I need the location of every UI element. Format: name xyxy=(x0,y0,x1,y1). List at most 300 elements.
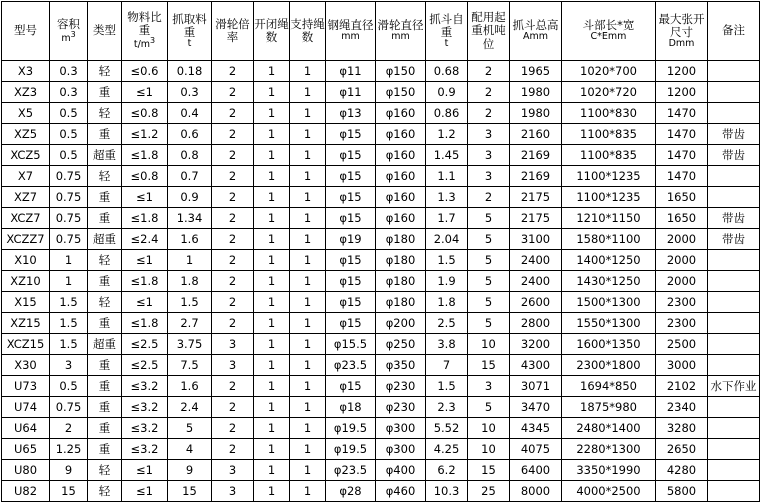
cell-model: XCZZ7 xyxy=(2,229,50,250)
cell-crane-tonnage: 15 xyxy=(468,355,510,376)
cell-grab-self-weight: 1.5 xyxy=(426,250,468,271)
cell-remarks: 带齿 xyxy=(708,208,760,229)
cell-capacity: 15 xyxy=(50,481,88,502)
cell-crane-tonnage: 10 xyxy=(468,418,510,439)
cell-bucket-length-width: 1500*1300 xyxy=(562,292,656,313)
cell-open-close-rope-count: 1 xyxy=(254,103,290,124)
cell-model: U64 xyxy=(2,418,50,439)
cell-pulley-diameter: φ160 xyxy=(376,166,426,187)
cell-crane-tonnage: 5 xyxy=(468,250,510,271)
cell-grab-total-height: 4345 xyxy=(510,418,562,439)
table-row xyxy=(2,334,760,355)
cell-max-open-size: 5800 xyxy=(656,481,708,502)
cell-remarks xyxy=(708,355,760,376)
cell-wire-rope-diameter: φ18 xyxy=(326,397,376,418)
cell-crane-tonnage: 5 xyxy=(468,271,510,292)
table-row xyxy=(2,124,760,145)
cell-pulley-ratio: 2 xyxy=(212,229,254,250)
cell-grab-total-height: 2175 xyxy=(510,187,562,208)
cell-grab-self-weight: 1.7 xyxy=(426,208,468,229)
table-row xyxy=(2,145,760,166)
col-header-model xyxy=(2,2,50,61)
cell-pulley-diameter: φ180 xyxy=(376,250,426,271)
cell-grab-self-weight: 7 xyxy=(426,355,468,376)
col-header-type xyxy=(88,2,122,61)
cell-max-open-size: 2000 xyxy=(656,271,708,292)
cell-support-rope-count: 1 xyxy=(290,250,326,271)
cell-type: 重 xyxy=(88,313,122,334)
cell-remarks xyxy=(708,481,760,502)
cell-bucket-length-width: 1210*1150 xyxy=(562,208,656,229)
cell-grab-total-height: 3100 xyxy=(510,229,562,250)
cell-capacity: 0.75 xyxy=(50,187,88,208)
cell-grab-total-height: 1980 xyxy=(510,103,562,124)
col-header-label: 备注 xyxy=(722,23,745,38)
cell-remarks xyxy=(708,397,760,418)
table-row xyxy=(2,418,760,439)
cell-max-open-size: 2000 xyxy=(656,229,708,250)
spec-table-document xyxy=(0,1,757,498)
cell-grab-weight: 1.8 xyxy=(168,271,212,292)
table-row xyxy=(2,439,760,460)
col-header-label: 配用起重机吨位 xyxy=(471,10,506,51)
cell-grab-weight: 7.5 xyxy=(168,355,212,376)
cell-capacity: 9 xyxy=(50,460,88,481)
col-header-remarks xyxy=(708,2,760,61)
cell-wire-rope-diameter: φ19 xyxy=(326,229,376,250)
col-header-unit: $m^3$ xyxy=(61,29,76,44)
cell-crane-tonnage: 5 xyxy=(468,397,510,418)
col-header-grab-total-height xyxy=(510,2,562,61)
cell-pulley-diameter: φ150 xyxy=(376,61,426,82)
cell-pulley-diameter: φ250 xyxy=(376,334,426,355)
col-header-label: 类型 xyxy=(93,23,116,38)
cell-bucket-length-width: 1100*1235 xyxy=(562,187,656,208)
cell-remarks xyxy=(708,439,760,460)
cell-capacity: 1.25 xyxy=(50,439,88,460)
cell-remarks xyxy=(708,166,760,187)
cell-capacity: 0.75 xyxy=(50,229,88,250)
cell-grab-weight: 0.3 xyxy=(168,82,212,103)
cell-pulley-diameter: φ160 xyxy=(376,145,426,166)
cell-type: 重 xyxy=(88,124,122,145)
cell-grab-self-weight: 2.5 xyxy=(426,313,468,334)
cell-crane-tonnage: 3 xyxy=(468,376,510,397)
cell-pulley-ratio: 2 xyxy=(212,166,254,187)
cell-crane-tonnage: 2 xyxy=(468,61,510,82)
cell-pulley-ratio: 3 xyxy=(212,481,254,502)
cell-grab-self-weight: 1.9 xyxy=(426,271,468,292)
cell-grab-total-height: 4300 xyxy=(510,355,562,376)
cell-grab-self-weight: 3.8 xyxy=(426,334,468,355)
cell-grab-total-height: 2169 xyxy=(510,166,562,187)
cell-capacity: 1.5 xyxy=(50,334,88,355)
cell-open-close-rope-count: 1 xyxy=(254,418,290,439)
cell-open-close-rope-count: 1 xyxy=(254,355,290,376)
cell-wire-rope-diameter: φ13 xyxy=(326,103,376,124)
col-header-support-rope-count xyxy=(290,2,326,61)
cell-remarks xyxy=(708,187,760,208)
cell-support-rope-count: 1 xyxy=(290,103,326,124)
cell-grab-total-height: 2400 xyxy=(510,271,562,292)
cell-grab-total-height: 2169 xyxy=(510,145,562,166)
cell-grab-weight: 15 xyxy=(168,481,212,502)
cell-grab-self-weight: 10.3 xyxy=(426,481,468,502)
cell-bucket-length-width: 1430*1250 xyxy=(562,271,656,292)
cell-wire-rope-diameter: φ11 xyxy=(326,61,376,82)
table-row xyxy=(2,313,760,334)
cell-material-density: ≤2.5 xyxy=(122,355,168,376)
cell-grab-total-height: 2400 xyxy=(510,250,562,271)
cell-type: 轻 xyxy=(88,460,122,481)
cell-material-density: ≤1.2 xyxy=(122,124,168,145)
cell-support-rope-count: 1 xyxy=(290,313,326,334)
cell-material-density: ≤0.6 xyxy=(122,61,168,82)
cell-grab-weight: 3.75 xyxy=(168,334,212,355)
cell-bucket-length-width: 1400*1250 xyxy=(562,250,656,271)
cell-crane-tonnage: 25 xyxy=(468,481,510,502)
cell-wire-rope-diameter: φ15 xyxy=(326,292,376,313)
cell-remarks: 带齿 xyxy=(708,229,760,250)
cell-type: 重 xyxy=(88,187,122,208)
cell-type: 超重 xyxy=(88,334,122,355)
cell-grab-weight: 1.6 xyxy=(168,229,212,250)
cell-crane-tonnage: 5 xyxy=(468,292,510,313)
cell-pulley-diameter: φ230 xyxy=(376,376,426,397)
cell-material-density: ≤1 xyxy=(122,82,168,103)
cell-support-rope-count: 1 xyxy=(290,82,326,103)
cell-pulley-diameter: φ160 xyxy=(376,124,426,145)
cell-model: XZ15 xyxy=(2,313,50,334)
table-row xyxy=(2,61,760,82)
cell-open-close-rope-count: 1 xyxy=(254,82,290,103)
cell-model: X7 xyxy=(2,166,50,187)
col-header-bucket-length-width xyxy=(562,2,656,61)
cell-grab-self-weight: 4.25 xyxy=(426,439,468,460)
cell-pulley-ratio: 3 xyxy=(212,334,254,355)
cell-bucket-length-width: 1020*720 xyxy=(562,82,656,103)
cell-grab-self-weight: 1.2 xyxy=(426,124,468,145)
cell-wire-rope-diameter: φ15 xyxy=(326,313,376,334)
cell-crane-tonnage: 3 xyxy=(468,166,510,187)
cell-max-open-size: 1200 xyxy=(656,61,708,82)
cell-crane-tonnage: 2 xyxy=(468,82,510,103)
col-header-label: 物料比重 xyxy=(127,9,162,38)
cell-grab-weight: 0.6 xyxy=(168,124,212,145)
cell-remarks xyxy=(708,292,760,313)
cell-type: 重 xyxy=(88,271,122,292)
cell-wire-rope-diameter: φ15 xyxy=(326,124,376,145)
cell-capacity: 0.75 xyxy=(50,397,88,418)
cell-grab-weight: 9 xyxy=(168,460,212,481)
cell-bucket-length-width: 3350*1990 xyxy=(562,460,656,481)
cell-capacity: 1.5 xyxy=(50,292,88,313)
cell-remarks xyxy=(708,334,760,355)
cell-support-rope-count: 1 xyxy=(290,229,326,250)
cell-max-open-size: 1650 xyxy=(656,187,708,208)
cell-open-close-rope-count: 1 xyxy=(254,124,290,145)
grab-bucket-spec-table xyxy=(1,1,760,502)
cell-open-close-rope-count: 1 xyxy=(254,439,290,460)
cell-pulley-ratio: 2 xyxy=(212,376,254,397)
cell-capacity: 0.3 xyxy=(50,82,88,103)
cell-pulley-ratio: 2 xyxy=(212,397,254,418)
cell-capacity: 0.3 xyxy=(50,61,88,82)
cell-model: U65 xyxy=(2,439,50,460)
cell-material-density: ≤2.5 xyxy=(122,334,168,355)
col-header-max-open-size xyxy=(656,2,708,61)
table-row xyxy=(2,397,760,418)
cell-grab-weight: 1 xyxy=(168,250,212,271)
col-header-unit: t xyxy=(187,38,192,49)
cell-grab-total-height: 2175 xyxy=(510,208,562,229)
cell-wire-rope-diameter: φ19.5 xyxy=(326,439,376,460)
cell-model: XCZ7 xyxy=(2,208,50,229)
cell-capacity: 0.5 xyxy=(50,124,88,145)
cell-crane-tonnage: 3 xyxy=(468,124,510,145)
cell-pulley-diameter: φ230 xyxy=(376,397,426,418)
table-header xyxy=(2,2,760,61)
cell-open-close-rope-count: 1 xyxy=(254,271,290,292)
cell-grab-self-weight: 5.52 xyxy=(426,418,468,439)
cell-grab-total-height: 3071 xyxy=(510,376,562,397)
header-row xyxy=(2,2,760,61)
cell-crane-tonnage: 15 xyxy=(468,460,510,481)
cell-material-density: ≤1 xyxy=(122,250,168,271)
cell-grab-weight: 1.5 xyxy=(168,292,212,313)
cell-wire-rope-diameter: φ15 xyxy=(326,166,376,187)
cell-capacity: 1 xyxy=(50,271,88,292)
cell-model: XZ7 xyxy=(2,187,50,208)
cell-open-close-rope-count: 1 xyxy=(254,334,290,355)
cell-pulley-diameter: φ160 xyxy=(376,187,426,208)
cell-grab-weight: 2.7 xyxy=(168,313,212,334)
cell-wire-rope-diameter: φ23.5 xyxy=(326,355,376,376)
cell-grab-self-weight: 6.2 xyxy=(426,460,468,481)
cell-wire-rope-diameter: φ15 xyxy=(326,145,376,166)
cell-support-rope-count: 1 xyxy=(290,397,326,418)
cell-support-rope-count: 1 xyxy=(290,439,326,460)
cell-max-open-size: 2500 xyxy=(656,334,708,355)
cell-remarks xyxy=(708,460,760,481)
cell-bucket-length-width: 1100*835 xyxy=(562,145,656,166)
cell-type: 轻 xyxy=(88,292,122,313)
col-header-wire-rope-diameter xyxy=(326,2,376,61)
cell-material-density: ≤2.4 xyxy=(122,229,168,250)
cell-grab-weight: 2.4 xyxy=(168,397,212,418)
cell-grab-self-weight: 0.86 xyxy=(426,103,468,124)
cell-max-open-size: 2300 xyxy=(656,292,708,313)
cell-type: 轻 xyxy=(88,61,122,82)
col-header-label: 抓斗自重 xyxy=(429,11,464,39)
cell-remarks: 带齿 xyxy=(708,124,760,145)
cell-max-open-size: 1470 xyxy=(656,145,708,166)
col-header-label: 支持绳数 xyxy=(290,16,325,44)
cell-remarks: 水下作业 xyxy=(708,376,760,397)
cell-type: 轻 xyxy=(88,481,122,502)
cell-grab-total-height: 1980 xyxy=(510,82,562,103)
cell-grab-self-weight: 0.68 xyxy=(426,61,468,82)
cell-grab-total-height: 2600 xyxy=(510,292,562,313)
cell-support-rope-count: 1 xyxy=(290,355,326,376)
col-header-label: 滑轮直径 xyxy=(377,18,424,33)
cell-grab-weight: 1.6 xyxy=(168,376,212,397)
cell-max-open-size: 3000 xyxy=(656,355,708,376)
cell-grab-total-height: 1965 xyxy=(510,61,562,82)
cell-remarks xyxy=(708,61,760,82)
cell-wire-rope-diameter: φ15 xyxy=(326,376,376,397)
cell-pulley-diameter: φ180 xyxy=(376,292,426,313)
col-header-capacity xyxy=(50,2,88,61)
cell-pulley-ratio: 2 xyxy=(212,292,254,313)
cell-open-close-rope-count: 1 xyxy=(254,229,290,250)
cell-bucket-length-width: 1580*1100 xyxy=(562,229,656,250)
cell-material-density: ≤1 xyxy=(122,292,168,313)
cell-capacity: 1 xyxy=(50,250,88,271)
cell-crane-tonnage: 2 xyxy=(468,103,510,124)
cell-support-rope-count: 1 xyxy=(290,145,326,166)
cell-crane-tonnage: 10 xyxy=(468,334,510,355)
cell-grab-total-height: 2160 xyxy=(510,124,562,145)
cell-pulley-ratio: 2 xyxy=(212,250,254,271)
cell-pulley-ratio: 2 xyxy=(212,103,254,124)
cell-material-density: ≤3.2 xyxy=(122,418,168,439)
cell-pulley-diameter: φ150 xyxy=(376,82,426,103)
cell-pulley-diameter: φ300 xyxy=(376,418,426,439)
cell-model: X30 xyxy=(2,355,50,376)
col-header-unit: Dmm xyxy=(668,38,695,49)
cell-capacity: 0.75 xyxy=(50,166,88,187)
cell-material-density: ≤3.2 xyxy=(122,439,168,460)
cell-pulley-diameter: φ300 xyxy=(376,439,426,460)
cell-model: XCZ15 xyxy=(2,334,50,355)
col-header-unit: t xyxy=(444,38,449,49)
cell-max-open-size: 2300 xyxy=(656,313,708,334)
cell-pulley-diameter: φ400 xyxy=(376,460,426,481)
cell-capacity: 0.5 xyxy=(50,103,88,124)
cell-capacity: 3 xyxy=(50,355,88,376)
table-row xyxy=(2,460,760,481)
cell-capacity: 0.5 xyxy=(50,145,88,166)
cell-material-density: ≤0.8 xyxy=(122,103,168,124)
cell-pulley-ratio: 2 xyxy=(212,124,254,145)
cell-support-rope-count: 1 xyxy=(290,61,326,82)
cell-bucket-length-width: 1694*850 xyxy=(562,376,656,397)
cell-pulley-diameter: φ200 xyxy=(376,313,426,334)
cell-max-open-size: 1650 xyxy=(656,208,708,229)
cell-max-open-size: 2650 xyxy=(656,439,708,460)
cell-bucket-length-width: 1020*700 xyxy=(562,61,656,82)
cell-material-density: ≤1 xyxy=(122,460,168,481)
col-header-unit: C*Emm xyxy=(590,31,627,43)
cell-crane-tonnage: 5 xyxy=(468,313,510,334)
cell-wire-rope-diameter: φ15 xyxy=(326,187,376,208)
cell-material-density: ≤3.2 xyxy=(122,376,168,397)
col-header-label: 斗部长*宽 xyxy=(582,18,635,33)
col-header-material-density xyxy=(122,2,168,61)
cell-max-open-size: 4280 xyxy=(656,460,708,481)
cell-pulley-ratio: 2 xyxy=(212,418,254,439)
col-header-open-close-rope-count xyxy=(254,2,290,61)
cell-model: XZ3 xyxy=(2,82,50,103)
cell-model: XCZ5 xyxy=(2,145,50,166)
cell-open-close-rope-count: 1 xyxy=(254,460,290,481)
cell-pulley-diameter: φ180 xyxy=(376,229,426,250)
cell-type: 轻 xyxy=(88,166,122,187)
cell-type: 重 xyxy=(88,418,122,439)
cell-grab-weight: 0.18 xyxy=(168,61,212,82)
cell-pulley-diameter: φ460 xyxy=(376,481,426,502)
cell-grab-total-height: 3200 xyxy=(510,334,562,355)
col-header-unit: $t/m^3$ xyxy=(133,36,156,51)
cell-material-density: ≤1 xyxy=(122,481,168,502)
cell-pulley-ratio: 3 xyxy=(212,355,254,376)
cell-grab-self-weight: 1.45 xyxy=(426,145,468,166)
cell-support-rope-count: 1 xyxy=(290,292,326,313)
cell-pulley-ratio: 2 xyxy=(212,61,254,82)
cell-pulley-ratio: 2 xyxy=(212,439,254,460)
cell-open-close-rope-count: 1 xyxy=(254,208,290,229)
cell-type: 超重 xyxy=(88,229,122,250)
cell-remarks xyxy=(708,103,760,124)
cell-crane-tonnage: 5 xyxy=(468,208,510,229)
cell-wire-rope-diameter: φ23.5 xyxy=(326,460,376,481)
col-header-label: 最大张开尺寸 xyxy=(658,11,705,39)
cell-grab-self-weight: 1.8 xyxy=(426,292,468,313)
cell-support-rope-count: 1 xyxy=(290,208,326,229)
table-row xyxy=(2,250,760,271)
cell-open-close-rope-count: 1 xyxy=(254,166,290,187)
cell-wire-rope-diameter: φ15 xyxy=(326,208,376,229)
cell-open-close-rope-count: 1 xyxy=(254,187,290,208)
cell-pulley-ratio: 3 xyxy=(212,460,254,481)
cell-pulley-ratio: 2 xyxy=(212,271,254,292)
col-header-grab-weight xyxy=(168,2,212,61)
cell-grab-weight: 1.34 xyxy=(168,208,212,229)
cell-bucket-length-width: 4000*2500 xyxy=(562,481,656,502)
cell-wire-rope-diameter: φ11 xyxy=(326,82,376,103)
cell-remarks xyxy=(708,82,760,103)
cell-max-open-size: 2102 xyxy=(656,376,708,397)
cell-capacity: 2 xyxy=(50,418,88,439)
cell-grab-weight: 0.4 xyxy=(168,103,212,124)
cell-bucket-length-width: 2300*1800 xyxy=(562,355,656,376)
cell-max-open-size: 2340 xyxy=(656,397,708,418)
cell-crane-tonnage: 10 xyxy=(468,439,510,460)
cell-grab-total-height: 3470 xyxy=(510,397,562,418)
cell-pulley-ratio: 2 xyxy=(212,187,254,208)
cell-open-close-rope-count: 1 xyxy=(254,61,290,82)
cell-bucket-length-width: 1600*1350 xyxy=(562,334,656,355)
cell-pulley-ratio: 2 xyxy=(212,82,254,103)
table-row xyxy=(2,166,760,187)
cell-bucket-length-width: 1875*980 xyxy=(562,397,656,418)
cell-material-density: ≤0.8 xyxy=(122,166,168,187)
col-header-label: 钢绳直径 xyxy=(327,18,374,33)
cell-grab-weight: 4 xyxy=(168,439,212,460)
cell-model: U73 xyxy=(2,376,50,397)
cell-wire-rope-diameter: φ19.5 xyxy=(326,418,376,439)
col-header-label: 开闭绳数 xyxy=(254,16,289,44)
cell-model: U74 xyxy=(2,397,50,418)
cell-max-open-size: 1470 xyxy=(656,103,708,124)
cell-support-rope-count: 1 xyxy=(290,376,326,397)
cell-material-density: ≤1 xyxy=(122,187,168,208)
cell-grab-total-height: 8000 xyxy=(510,481,562,502)
cell-bucket-length-width: 1100*830 xyxy=(562,103,656,124)
col-header-pulley-diameter xyxy=(376,2,426,61)
cell-type: 轻 xyxy=(88,250,122,271)
